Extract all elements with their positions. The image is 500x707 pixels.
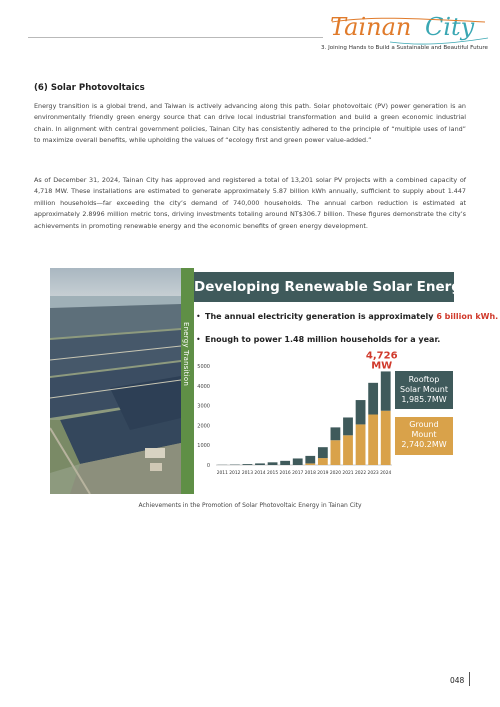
bar-rooftop-mount — [331, 427, 341, 440]
bar-rooftop-mount — [305, 456, 315, 464]
bar-rooftop-mount — [268, 462, 278, 465]
bullet2-text: Enough to power 1.48 million households for a year. — [205, 335, 441, 344]
y-tick-label: 3000 — [197, 403, 210, 410]
solar-farm-photo — [50, 268, 181, 494]
bar-ground-mount — [343, 435, 353, 465]
logo-swoosh-icon — [330, 16, 490, 46]
bar-rooftop-mount — [381, 371, 391, 410]
x-tick-label: 2022 — [354, 471, 367, 476]
paragraph-energy-transition: Energy transition is a global trend, and Taiwan is actively advancing along this path. Solar photovoltaic (PV) power generation is an environmentally friendly green energy source that can drive local industrial transformation and build a green economic industrial chain. In alignment with central government policies, Tainan City has consistently adhered to the principle of “multiple uses of land” to maximize overall benefits, while upholding the values of “ecology first and green power value-added.” — [34, 102, 466, 145]
paragraph-statistics: As of December 31, 2024, Tainan City has approved and registered a total of 13,201 solar PV projects with a combined capacity of 4,718 MW. These installations are estimated to generate approximately 5.87 billion kWh annually, sufficient to supply about 1.447 million households—far exceeding the city’s demand of 740,000 households. The annual carbon reduction is estimated at approximately 2.8996 million metric tons, driving investments totaling around NT$306.7 billion. These figures demonstrate the city’s achievements in promoting renewable energy and the economic benefits of green energy development. — [34, 176, 466, 230]
bullet-dot-icon: • — [196, 335, 201, 344]
y-tick-label: 1000 — [197, 443, 210, 450]
y-tick-label: 4000 — [197, 383, 210, 390]
header-rule — [28, 37, 323, 38]
bar-ground-mount — [331, 440, 341, 465]
bar-ground-mount — [305, 463, 315, 465]
y-tick-label: 0 — [206, 463, 210, 469]
bullet1-highlight: 6 billion kWh. — [436, 312, 499, 321]
energy-transition-label: Energy Transition — [181, 268, 194, 494]
x-tick-label: 2019 — [317, 471, 329, 476]
rooftop-legend-label: 1,985.7MW — [401, 395, 447, 404]
ground-legend-label: 2,740.2MW — [401, 440, 447, 449]
bullet1-text: The annual electricity generation is approximately — [205, 312, 437, 321]
ground-legend-label: Ground — [409, 420, 439, 429]
logo-word-tainan: Tainan — [330, 13, 412, 41]
bar-rooftop-mount — [356, 400, 366, 424]
section-title: (6) Solar Photovoltaics — [34, 83, 145, 93]
rooftop-legend-label: Solar Mount — [399, 385, 449, 394]
y-tick-label: 2000 — [197, 423, 210, 430]
infographic-banner: Developing Renewable Solar Energy — [194, 272, 454, 302]
bar-ground-mount — [318, 458, 328, 465]
bar-rooftop-mount — [368, 383, 378, 415]
bar-ground-mount — [368, 415, 378, 465]
ground-legend-label: Mount — [411, 430, 437, 439]
x-tick-label: 2020 — [329, 471, 342, 476]
total-capacity-unit: MW — [371, 360, 393, 372]
x-tick-label: 2023 — [367, 471, 379, 476]
x-tick-label: 2015 — [266, 471, 279, 476]
rooftop-legend-label: Rooftop — [408, 375, 440, 384]
solar-capacity-chart — [194, 345, 456, 490]
bar-rooftop-mount — [343, 417, 353, 435]
x-tick-label: 2018 — [304, 471, 316, 476]
x-tick-label: 2013 — [241, 471, 254, 476]
x-tick-label: 2021 — [342, 471, 354, 476]
page-number: 048 — [450, 676, 465, 685]
bar-ground-mount — [356, 424, 366, 465]
bar-rooftop-mount — [293, 458, 303, 465]
x-tick-label: 2014 — [254, 471, 266, 476]
total-capacity-value: 4,726 — [365, 350, 398, 362]
logo-word-city: City — [425, 13, 475, 41]
bar-ground-mount — [381, 411, 391, 465]
x-tick-label: 2012 — [229, 471, 241, 476]
x-tick-label: 2024 — [380, 471, 392, 476]
x-tick-label: 2011 — [216, 471, 228, 476]
bar-rooftop-mount — [318, 447, 328, 458]
bar-rooftop-mount — [280, 461, 290, 465]
city-logo — [330, 12, 490, 46]
x-tick-label: 2017 — [292, 471, 304, 476]
chapter-subtitle: 3. Joining Hands to Build a Sustainable and Beautiful Future — [320, 45, 488, 51]
x-tick-label: 2016 — [279, 471, 291, 476]
bar-rooftop-mount — [255, 463, 265, 465]
y-tick-label: 5000 — [197, 364, 210, 370]
bullet-dot-icon: • — [196, 312, 201, 321]
figure-caption: Achievements in the Promotion of Solar Photovoltaic Energy in Tainan City — [138, 502, 362, 509]
page-number-rule — [469, 672, 470, 686]
bar-rooftop-mount — [243, 464, 253, 465]
